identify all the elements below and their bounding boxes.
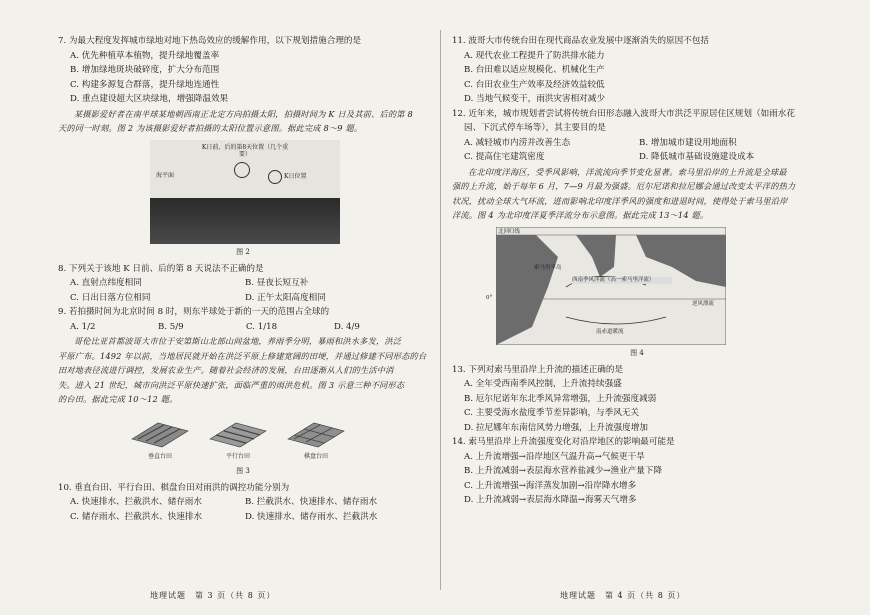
q7-option-d: D. 重点建设超大区块绿地，增强降温效果	[70, 94, 229, 104]
q11-option-d: D. 当地气候变干，雨洪灾害相对减少	[464, 94, 605, 104]
fig2-k-label: K日位置	[284, 172, 307, 180]
intro-13-14-line3: 状况，扰动全球大气环流，进而影响北印度洋季风的强度和进退时间，使得处于索马里沿岸	[452, 195, 788, 206]
parallel-field-illustration	[206, 411, 270, 451]
q11-stem: 11. 波哥大市传统台田在现代商品农业发展中逐渐消失的原因不包括	[452, 36, 710, 46]
checkerboard-raised-field	[284, 411, 348, 460]
q9-options	[58, 320, 428, 335]
intro-10-12-line3: 田对地表径流进行调控，发展农业生产。随着社会经济的发展，台田逐渐从人们的生活中消	[58, 365, 394, 375]
q8-option-a: A. 直射点纬度相同	[70, 278, 142, 288]
fig4-south-label: 南赤道暖流	[596, 328, 624, 335]
q14-option-a: A. 上升流增强→沿岸地区气温升高→气候更干旱	[464, 451, 645, 462]
fig2-top-label: K日前、后的第8天位置（几个重要）	[201, 143, 289, 158]
intro-13-14-line1: 在北印度洋海区，受季风影响，洋流流向季节变化显著。索马里沿岸的上升流是全球最	[468, 166, 787, 177]
q12-stem-line2: 园、下沉式停车场等），其主要目的是	[464, 123, 606, 133]
sun-before-after-icon	[234, 162, 250, 178]
q9-option-c: C. 1/18	[246, 321, 278, 332]
q9-option-a: A. 1/2	[70, 321, 96, 332]
q9-option-d: D. 4/9	[334, 321, 360, 332]
parallel-raised-field	[206, 411, 270, 460]
q10-option-a: A. 快速排水、拦截洪水、储存雨水	[70, 497, 202, 507]
left-page-footer: 地理试题 第 3 页（共 8 页）	[150, 591, 276, 600]
fig3-label-parallel: 平行台田	[225, 452, 250, 460]
vertical-field-illustration	[128, 411, 192, 451]
q13-option-d: D. 拉尼娜年东南信风势力增强，上升流强度增加	[464, 422, 648, 433]
q8-option-b: B. 昼夜长短互补	[245, 278, 309, 288]
figure-2-photo	[150, 140, 340, 244]
left-page	[58, 34, 428, 524]
q10-options	[58, 495, 428, 524]
intro-10-12-line4: 失。进入 21 世纪，城市向洪泛平原快速扩张，面临严重的雨洪危机。图 3 示意三种不同形态	[58, 379, 405, 390]
intro-13-14-line4: 洋流。图 4 为北印度洋夏季洋流分布示意图。据此完成 13～14 题。	[452, 210, 709, 220]
q8-stem: 8. 下列关于该地 K 日前、后的第 8 天说法不正确的是	[58, 263, 264, 274]
q8-option-d: D. 正午太阳高度相同	[245, 292, 326, 303]
q12-stem-line1: 12. 近年来，城市规划者尝试将传统台田形态融入波哥大市洪泛平原居住区规划（如雨水花	[452, 108, 795, 119]
fig2-sea-label: 海平面	[156, 171, 175, 179]
fig4-side-label: 逆风漂流	[692, 300, 715, 307]
fig3-label-checkerboard: 棋盘台田	[303, 452, 328, 460]
q14-option-c: C. 上升流增强→海洋蒸发加剧→沿岸降水增多	[464, 480, 637, 491]
q13-option-a: A. 全年受西南季风控制，上升流持续强盛	[464, 379, 622, 389]
q8-options	[58, 276, 428, 305]
intro-8-9-line1: 某摄影爱好者在南半球某地朝西南正北定方向拍摄太阳，拍摄时间为 K 日及其前、后的第 8	[74, 108, 413, 119]
q12-option-c: C. 提高住宅建筑密度	[464, 152, 545, 162]
q14-option-d: D. 上升流减弱→表层海水降温→海雾天气增多	[464, 495, 637, 505]
fig3-label-vertical: 垂直台田	[147, 452, 172, 460]
intro-8-9-line2: 天的同一时刻。图 2 为该摄影爱好者拍摄的太阳位置示意图。据此完成 8～9 题。	[58, 123, 363, 133]
intro-10-12-line5: 的台田。据此完成 10～12 题。	[58, 394, 178, 404]
fig4-current-label: 西南季风洋流（高一索马里洋流）	[572, 277, 672, 284]
q11-option-c: C. 台田农业生产效率及经济效益较低	[464, 79, 605, 90]
figure-4-caption: 图 4	[630, 348, 644, 357]
figure-3-caption: 图 3	[236, 466, 250, 475]
sea-area	[150, 198, 340, 244]
page-divider	[440, 30, 441, 590]
q14-stem: 14. 索马里沿岸上升流强度变化对沿岸地区的影响最可能是	[452, 437, 675, 447]
q13-option-c: C. 主要受海水盐度季节差异影响，与季风无关	[464, 408, 640, 418]
q7-stem: 7. 为最大程度发挥城市绿地对地下热岛效应的缓解作用，以下规划措施合理的是	[58, 36, 362, 46]
q7-option-c: C. 构建多源复合群落，提升绿地连通性	[70, 79, 220, 90]
sun-k-day-icon	[268, 170, 282, 184]
q13-option-b: B. 厄尔尼诺年东北季风异常增强，上升流强度减弱	[464, 393, 657, 404]
q10-option-b: B. 拦截洪水、快速排水、储存雨水	[245, 497, 378, 507]
figure-3-fields	[128, 411, 358, 463]
figure-4-ocean-map	[486, 227, 726, 345]
right-page-footer: 地理试题 第 4 页（共 8 页）	[560, 591, 686, 600]
q10-option-c: C. 储存雨水、拦截洪水、快速排水	[70, 511, 203, 522]
q12-option-b: B. 增加城市建设用地面积	[639, 137, 737, 148]
q7-option-b: B. 增加绿地斑块破碎度，扩大分布范围	[70, 65, 220, 75]
vertical-raised-field	[128, 411, 192, 460]
intro-10-12-line1: 哥伦比亚首都波哥大市位于安第斯山北部山间盆地，养雨季分明，暴雨和洪水多发，洪泛	[74, 336, 402, 346]
q7-option-a: A. 优先种植草本植物，提升绿地覆盖率	[70, 50, 220, 61]
right-page	[452, 34, 822, 508]
q13-stem: 13. 下列对索马里沿岸上升流的描述正确的是	[452, 364, 624, 375]
q9-option-b: B. 5/9	[158, 321, 184, 332]
checkerboard-field-illustration	[284, 411, 348, 451]
fig4-north-label: 北回归线	[498, 228, 521, 235]
q10-stem: 10. 垂直台田、平行台田、棋盘台田对雨洪的调控功能分别为	[58, 482, 290, 493]
q12-option-a: A. 减轻城市内涝并改善生态	[464, 137, 571, 148]
fig4-zero-label: 0°	[486, 294, 493, 301]
figure-2-caption: 图 2	[236, 247, 250, 256]
q9-stem: 9. 若拍摄时间为北京时间 8 时，则东半球处于新的一天的范围占全球的	[58, 307, 330, 317]
q12-options	[452, 136, 822, 165]
q14-option-b: B. 上升流减弱→表层海水营养盐减少→渔业产量下降	[464, 466, 663, 476]
q12-option-d: D. 降低城市基础设施建设成本	[639, 152, 755, 162]
intro-10-12-line2: 平原广布。1492 年以前，当地居民就开始在洪泛平原上修建宽阔的田埂，并通过修建不同形态的台	[58, 350, 427, 361]
q11-option-b: B. 台田难以适应规模化、机械化生产	[464, 65, 605, 75]
fig4-somali-label: 索马里半岛	[534, 264, 562, 271]
q10-option-d: D. 快速排水、储存雨水、拦截洪水	[245, 511, 378, 522]
intro-13-14-line2: 强的上升流，始于每年 6 月，7—9 月最为强盛。厄尔尼诺和拉尼娜会通过改变太平洋的热力	[452, 181, 796, 191]
q11-option-a: A. 现代农业工程提升了防洪排水能力	[464, 50, 605, 61]
q8-option-c: C. 日出日落方位相同	[70, 292, 151, 303]
